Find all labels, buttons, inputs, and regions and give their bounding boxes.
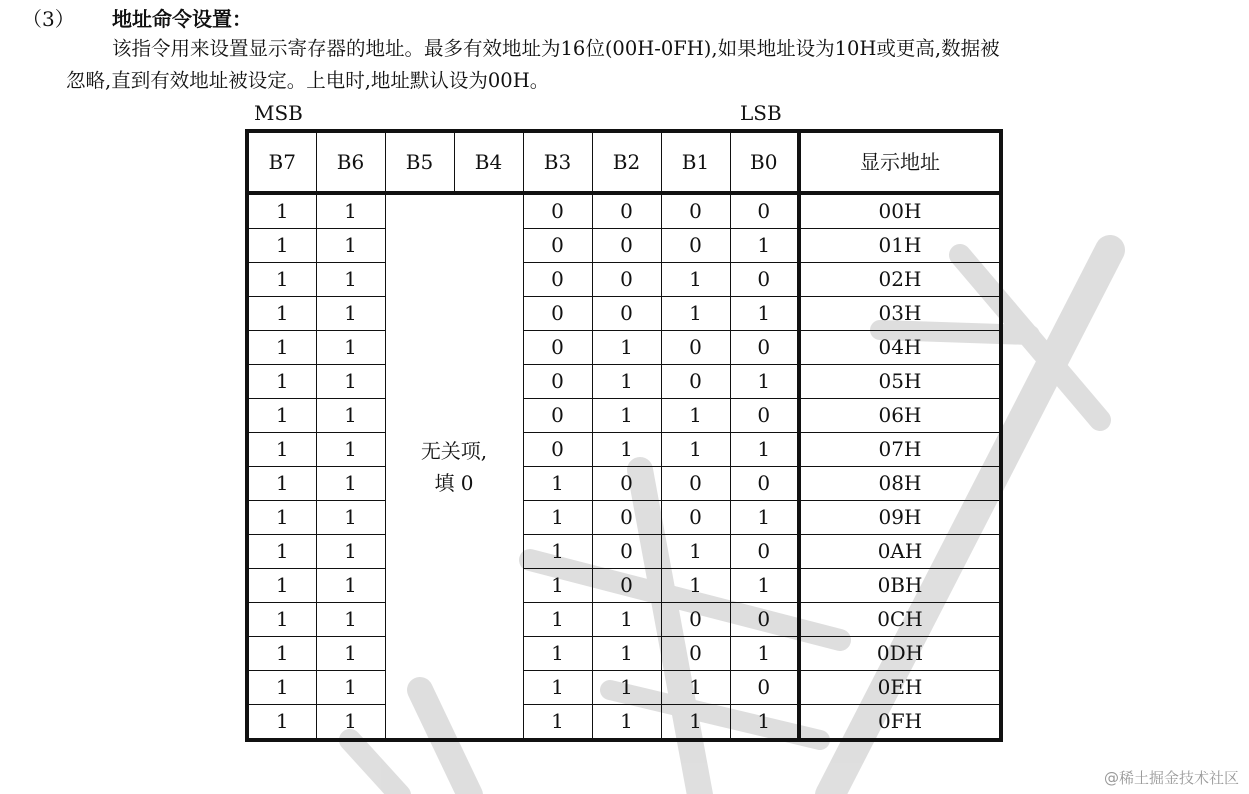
table-row <box>247 331 1001 365</box>
cell-b0: 1 <box>730 365 799 399</box>
header-cell: B6 <box>316 131 385 193</box>
cell-b6: 1 <box>316 705 385 741</box>
cell-b0: 1 <box>730 569 799 603</box>
cell-b0: 0 <box>730 399 799 433</box>
cell-b3: 1 <box>523 501 592 535</box>
table-row <box>247 263 1001 297</box>
cell-b6: 1 <box>316 603 385 637</box>
cell-b2: 1 <box>592 399 661 433</box>
cell-addr: 09H <box>799 501 1001 535</box>
cell-b6: 1 <box>316 297 385 331</box>
cell-b1: 0 <box>661 501 730 535</box>
cell-b2: 0 <box>592 297 661 331</box>
cell-addr: 02H <box>799 263 1001 297</box>
cell-b7: 1 <box>247 569 316 603</box>
header-cell: B7 <box>247 131 316 193</box>
table-row <box>247 193 1001 229</box>
cell-b6: 1 <box>316 399 385 433</box>
cell-b0: 1 <box>730 705 799 741</box>
cell-addr: 0FH <box>799 705 1001 741</box>
cell-b6: 1 <box>316 433 385 467</box>
cell-b0: 1 <box>730 297 799 331</box>
cell-addr: 0DH <box>799 637 1001 671</box>
cell-addr: 08H <box>799 467 1001 501</box>
cell-b2: 0 <box>592 467 661 501</box>
cell-b6: 1 <box>316 671 385 705</box>
cell-b3: 0 <box>523 331 592 365</box>
cell-b3: 0 <box>523 263 592 297</box>
dont-care-line-2: 填 0 <box>434 470 474 495</box>
cell-b0: 0 <box>730 535 799 569</box>
cell-b7: 1 <box>247 263 316 297</box>
cell-b1: 0 <box>661 467 730 501</box>
section-title: 地址命令设置： <box>112 7 252 31</box>
cell-b6: 1 <box>316 263 385 297</box>
table-row <box>247 467 1001 501</box>
cell-b1: 0 <box>661 193 730 229</box>
table-row <box>247 365 1001 399</box>
cell-b2: 0 <box>592 263 661 297</box>
cell-b7: 1 <box>247 297 316 331</box>
cell-addr: 05H <box>799 365 1001 399</box>
cell-addr: 0BH <box>799 569 1001 603</box>
cell-b2: 0 <box>592 535 661 569</box>
cell-b0: 1 <box>730 637 799 671</box>
cell-b3: 1 <box>523 705 592 741</box>
table-row <box>247 705 1001 741</box>
cell-b6: 1 <box>316 365 385 399</box>
cell-b1: 1 <box>661 569 730 603</box>
cell-b7: 1 <box>247 603 316 637</box>
header-cell: 显示地址 <box>799 131 1001 193</box>
cell-b7: 1 <box>247 671 316 705</box>
msb-label: MSB <box>254 101 303 125</box>
cell-b1: 1 <box>661 399 730 433</box>
table-row <box>247 535 1001 569</box>
cell-b3: 0 <box>523 399 592 433</box>
cell-b7: 1 <box>247 433 316 467</box>
table-row <box>247 671 1001 705</box>
cell-b6: 1 <box>316 229 385 263</box>
cell-b3: 0 <box>523 365 592 399</box>
cell-b7: 1 <box>247 705 316 741</box>
cell-b3: 1 <box>523 467 592 501</box>
cell-b6: 1 <box>316 193 385 229</box>
cell-addr: 0AH <box>799 535 1001 569</box>
footer-watermark-text: @稀土掘金技术社区 <box>1103 769 1239 787</box>
address-command-table <box>245 129 1003 742</box>
header-cell: B4 <box>454 131 523 193</box>
cell-b7: 1 <box>247 535 316 569</box>
cell-b0: 1 <box>730 433 799 467</box>
cell-b3: 1 <box>523 569 592 603</box>
cell-b6: 1 <box>316 637 385 671</box>
cell-b3: 0 <box>523 229 592 263</box>
cell-b0: 0 <box>730 671 799 705</box>
cell-b7: 1 <box>247 331 316 365</box>
cell-b0: 0 <box>730 467 799 501</box>
cell-b3: 0 <box>523 433 592 467</box>
header-cell: B3 <box>523 131 592 193</box>
cell-b2: 1 <box>592 331 661 365</box>
paragraph-line-1: 该指令用来设置显示寄存器的地址。最多有效地址为16位(00H-0FH),如果地址设为10H或更高,数据被 <box>112 37 1000 60</box>
cell-b1: 1 <box>661 263 730 297</box>
cell-b6: 1 <box>316 331 385 365</box>
cell-b7: 1 <box>247 229 316 263</box>
cell-b2: 1 <box>592 705 661 741</box>
cell-b1: 1 <box>661 535 730 569</box>
table-row <box>247 501 1001 535</box>
cell-addr: 03H <box>799 297 1001 331</box>
table-row <box>247 433 1001 467</box>
cell-b1: 1 <box>661 433 730 467</box>
cell-b6: 1 <box>316 467 385 501</box>
header-cell: B2 <box>592 131 661 193</box>
cell-b1: 0 <box>661 637 730 671</box>
lsb-label: LSB <box>740 101 782 125</box>
table-row <box>247 297 1001 331</box>
table-header-row <box>247 131 1001 193</box>
cell-b7: 1 <box>247 637 316 671</box>
cell-b2: 0 <box>592 229 661 263</box>
table-row <box>247 229 1001 263</box>
dont-care-cell <box>385 193 523 740</box>
cell-addr: 0CH <box>799 603 1001 637</box>
table-row <box>247 603 1001 637</box>
cell-b3: 1 <box>523 603 592 637</box>
paragraph-line-2: 忽略,直到有效地址被设定。上电时,地址默认设为00H。 <box>66 69 550 92</box>
cell-addr: 04H <box>799 331 1001 365</box>
header-cell: B1 <box>661 131 730 193</box>
cell-b2: 0 <box>592 193 661 229</box>
cell-b2: 1 <box>592 603 661 637</box>
section-number: （3） <box>22 7 75 31</box>
table-row <box>247 569 1001 603</box>
cell-b1: 1 <box>661 705 730 741</box>
cell-b0: 1 <box>730 501 799 535</box>
cell-addr: 07H <box>799 433 1001 467</box>
cell-b3: 1 <box>523 535 592 569</box>
cell-b2: 0 <box>592 501 661 535</box>
cell-b1: 0 <box>661 365 730 399</box>
header-cell: B0 <box>730 131 799 193</box>
cell-addr: 06H <box>799 399 1001 433</box>
cell-b1: 0 <box>661 229 730 263</box>
cell-b0: 0 <box>730 193 799 229</box>
cell-b1: 1 <box>661 671 730 705</box>
cell-b2: 1 <box>592 433 661 467</box>
cell-b6: 1 <box>316 569 385 603</box>
cell-b0: 0 <box>730 603 799 637</box>
cell-addr: 0EH <box>799 671 1001 705</box>
cell-b3: 1 <box>523 637 592 671</box>
cell-b2: 0 <box>592 569 661 603</box>
cell-b7: 1 <box>247 467 316 501</box>
cell-b7: 1 <box>247 193 316 229</box>
table-row <box>247 399 1001 433</box>
cell-b7: 1 <box>247 399 316 433</box>
cell-addr: 01H <box>799 229 1001 263</box>
cell-addr: 00H <box>799 193 1001 229</box>
cell-b7: 1 <box>247 365 316 399</box>
cell-b0: 0 <box>730 331 799 365</box>
cell-b3: 1 <box>523 671 592 705</box>
cell-b2: 1 <box>592 637 661 671</box>
cell-b3: 0 <box>523 297 592 331</box>
table-row <box>247 637 1001 671</box>
dont-care-line-1: 无关项, <box>420 438 488 463</box>
cell-b1: 1 <box>661 297 730 331</box>
cell-b7: 1 <box>247 501 316 535</box>
cell-b0: 1 <box>730 229 799 263</box>
cell-b1: 0 <box>661 603 730 637</box>
cell-b2: 1 <box>592 365 661 399</box>
cell-b6: 1 <box>316 535 385 569</box>
header-cell: B5 <box>385 131 454 193</box>
cell-b2: 1 <box>592 671 661 705</box>
cell-b1: 0 <box>661 331 730 365</box>
cell-b0: 0 <box>730 263 799 297</box>
cell-b6: 1 <box>316 501 385 535</box>
cell-b3: 0 <box>523 193 592 229</box>
